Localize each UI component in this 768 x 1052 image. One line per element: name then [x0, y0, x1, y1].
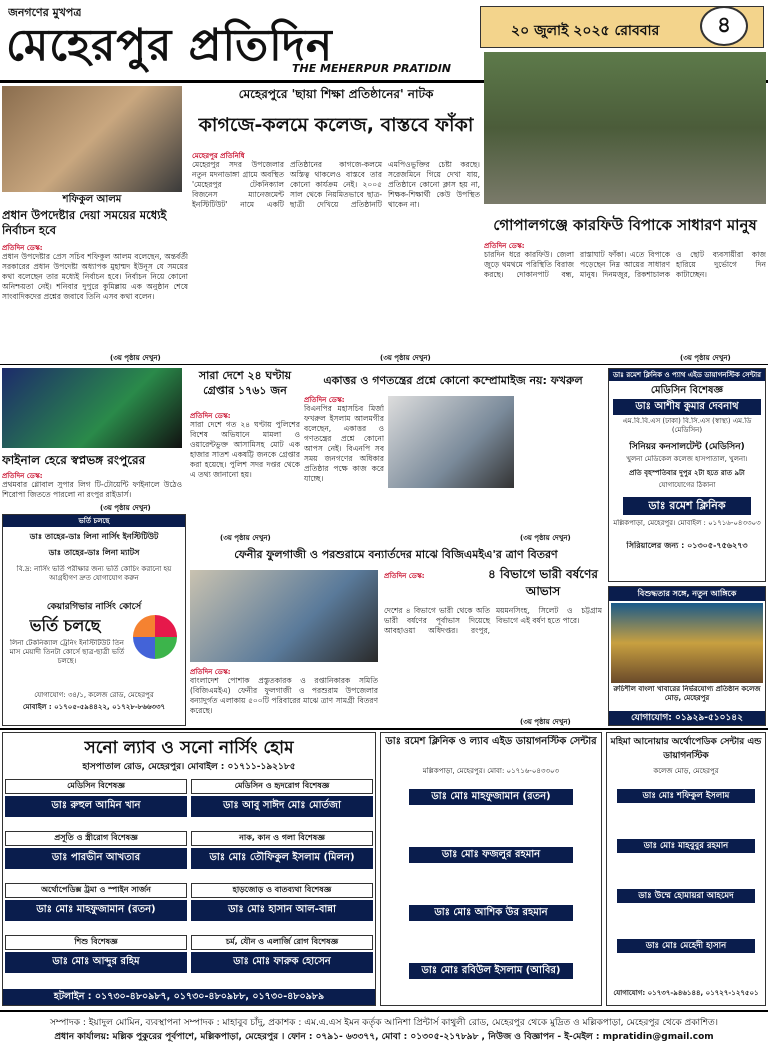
doctor-card	[191, 777, 373, 829]
ad-title: সনো ল্যাব ও সনো নার্সিং হোম	[84, 738, 294, 758]
ad-admission: ভর্তি চলছে	[29, 616, 101, 635]
ad-sweets	[608, 586, 766, 726]
ad-degree: এম.বি.বি.এস (ঢাকা) বি.সি.এস (স্বাস্থ্য) এম.ডি (মেডিসিন)	[622, 417, 752, 434]
doctor-name: ডাঃ রুহুল আমিন খান	[5, 796, 187, 817]
doctor-name: ডাঃ পারভীন আখতার	[5, 848, 187, 869]
ad-doctor-name: ডাঃ মোঃ রবিউল ইসলাম (আবির)	[409, 963, 573, 979]
story-headline: গোপালগঞ্জে কারফিউ বিপাকে সাধারণ মানুষ	[493, 216, 757, 234]
ad-doctor-name: ডাঃ মোঃ মাহবুবুর রহমান	[617, 839, 755, 853]
photo-fakhrul	[388, 396, 514, 488]
story-headline: ফাইনাল হেরে স্বপ্নভঙ্গ রংপুরের	[2, 453, 146, 467]
imprint-line2: প্রধান কার্যালয়: মল্লিক পুকুরের পূর্বপাশে, মল্লিকপাড়া, মেহেরপুর । ফোন : ০৭৯১- ৬৩৩৭৭, মোবা : ০১৩০৫-২১৭৮৯৮ , নিউজ ও বিজ্ঞাপন - ই-মেইল : mpratidin@gmail.com	[54, 1032, 714, 1042]
story-headline: ফেনীর ফুলগাজী ও পরশুরামে বন্যার্তদের মাঝে বিজিএমইএ'র ত্রাণ বিতরণ	[234, 548, 558, 561]
doctor-name: ডাঃ মোঃ হাসান আল-বান্না	[191, 900, 373, 921]
doctor-specialty: নাক, কান ও গলা বিশেষজ্ঞ	[191, 831, 373, 846]
masthead-tagline: জনগণের মুখপত্র	[8, 6, 82, 19]
ad-doctor-name: ডাঃ মোঃ মাহফুজামান (রতন)	[409, 789, 573, 805]
doctor-name: ডাঃ মোঃ আব্দুর রহিম	[5, 952, 187, 973]
doctor-specialty: প্রসূতি ও স্ত্রীরোগ বিশেষজ্ঞ	[5, 831, 187, 846]
byline: প্রতিদিন ডেস্ক:	[384, 572, 425, 580]
ad-doctor-name: ডাঃ মোঃ শফিকুল ইসলাম	[617, 789, 755, 803]
section-rule	[0, 728, 768, 730]
lead-text: মেহেরপুর সদর উপজেলার নতুন মদনাডাঙ্গা গ্রামে অবস্থিত 'মেহেরপুর টেকনিক্যাল বিজনেস ম্যানেজমেন্ট ইনস্টিটিউট' নামে একটি প্রতিষ্ঠানের কাগজে-কলমে অস্তিত্ব থাকলেও বাস্তবে তার কোনো কার্যক্রম নেই। ২০০৫ সাল থেকে নিয়মিতভাবে ছাত্র-ছাত্রী দেখিয়ে প্রতিষ্ঠানটি এমপিওভুক্তির চেষ্টা করছে। সরেজমিনে গিয়ে দেখা যায়, প্রতিষ্ঠানে কোনো ক্লাস হয় না, শিক্ষক-শিক্ষার্থী কেউ উপস্থিত থাকেন না।	[192, 160, 480, 209]
ad-role: সিনিয়র কনসালটেন্ট (মেডিসিন)	[629, 442, 745, 452]
ad-doctor-name: ডাঃ উম্মে হোমায়রা আহমেদ	[617, 889, 755, 903]
ad-top: ভর্তি চলছে	[3, 515, 185, 527]
doctor-name: ডাঃ মোঃ তৌফিকুল ইসলাম (মিলন)	[191, 848, 373, 869]
lead-headline: কাগজে-কলমে কলেজ, বাস্তবে ফাঁকা	[198, 114, 474, 136]
ad-course: কেয়ারগিভার নার্সিং কোর্সে	[46, 602, 142, 612]
doctor-card	[191, 881, 373, 933]
doctor-specialty: মেডিসিন বিশেষজ্ঞ	[5, 779, 187, 794]
ad-sub: হাসপাতাল রোড, মেহেরপুর। মোবাইল : ০১৭১১-১৯২১৮৫	[82, 762, 296, 772]
continued-note: (৩য় পৃষ্ঠায় দেখুন)	[100, 504, 151, 512]
story-headline: ৪ বিভাগে ভারী বর্ষণের আভাস	[488, 567, 598, 598]
ad-top: ডাঃ রমেশ ক্লিনিক ও প্যাথ এইড ডায়াগনস্টিক সেন্টার	[609, 369, 765, 381]
ad-doctor-name: ডাঃ মোঃ ফজলুর রহমান	[409, 847, 573, 863]
ad-mohima	[606, 732, 766, 1006]
byline: প্রতিদিন ডেস্ক:	[190, 412, 231, 420]
section-rule	[0, 364, 768, 365]
masthead-title-en: THE MEHERPUR PRATIDIN	[292, 62, 452, 75]
photo-relief	[190, 570, 378, 662]
doctor-name: ডাঃ মোঃ ফারুক হোসেন	[191, 952, 373, 973]
byline: প্রতিদিন ডেস্ক:	[484, 242, 525, 250]
photo-shafiqul-alam	[2, 86, 182, 192]
byline: প্রতিদিন ডেস্ক:	[2, 472, 43, 480]
ad-hospital: খুলনা মেডিকেল কলেজ হাসপাতাল, খুলনা।	[626, 455, 748, 463]
ad-title: মহিমা আনোয়ার অর্থোপেডিক সেন্টার এন্ড ডায়াগনস্টিক	[610, 737, 762, 761]
story-text: বাংলাদেশ পোশাক প্রস্তুতকারক ও রপ্তানিকারক সমিতি (বিজিএমইএ) ফেনীর ফুলগাজী ও পরশুরাম উপজেলার বন্যাদুর্গত এলাকায় ৫০০টি পরিবারের মাঝে ত্রাণ সামগ্রী বিতরণ করেছে।	[190, 676, 378, 715]
imprint-footer	[0, 1010, 768, 1052]
doctor-specialty: মেডিসিন ও হৃদরোগ বিশেষজ্ঞ	[191, 779, 373, 794]
ad-contact: যোগাযোগ: ০১৭৩৭-৯৪৬১৪৪, ০১৭২৭-১২৭৫০১	[613, 989, 759, 997]
ad-hotline: হটলাইন : ০১৭৩০-৪৮০৯৮৭, ০১৭৩০-৪৮০৯৮৮, ০১৭৩০-৪৮০৯৮৯	[3, 989, 375, 1005]
ad-mobile: মোবাইল : ০১৭০৫-৫৯৪৪২২, ০১৭২৮-৮৬৬৩৩৭	[22, 703, 166, 711]
photo-army-curfew	[484, 52, 766, 204]
doctor-specialty: অর্থোপেডিক্স ট্রমা ও স্পাইন সার্জন	[5, 883, 187, 898]
doctor-card	[5, 881, 187, 933]
doctor-card	[5, 933, 187, 985]
ad-title: ডাঃ রমেশ ক্লিনিক ও ল্যাব এইড ডায়াগনস্টিক সেন্টার	[385, 736, 597, 747]
byline: প্রতিদিন ডেস্ক:	[2, 244, 43, 252]
story-headline: প্রধান উপদেষ্টার দেয়া সময়ের মধ্যেই নির্বাচন হবে	[2, 208, 167, 237]
ad-address: মল্লিকপাড়া, মেহেরপুর। মোবাইল : ০১৭১৬-০৪৩৩০৩	[613, 519, 761, 527]
ad-specialty: মেডিসিন বিশেষজ্ঞ	[650, 385, 724, 396]
continued-note: (৩য় পৃষ্ঠায় দেখুন)	[220, 534, 271, 542]
continued-note: (৩য় পৃষ্ঠায় দেখুন)	[110, 354, 161, 362]
ad-name1: ডাঃ তাহের-ডাঃ লিনা নার্সিং ইনস্টিটিউট	[29, 532, 159, 541]
lead-byline: মেহেরপুর প্রতিনিধি	[192, 152, 245, 160]
ad-note: বি.দ্র: নার্সিং ভর্তি পরীক্ষার জন্য ভর্তি কোচিং করানো হয় আগ্রহীগণ দ্রুত যোগাযোগ করুন	[16, 565, 172, 582]
ad-doctor-name: ডাঃ মোঃ মেহেদী হাসান	[617, 939, 755, 953]
photo-shop	[611, 603, 763, 683]
ad-ramesh-clinic	[608, 368, 766, 582]
ad-path	[380, 732, 602, 1006]
doctor-card	[5, 777, 187, 829]
doctor-specialty: হাড়জোড় ও বাতব্যথা বিশেষজ্ঞ	[191, 883, 373, 898]
doctor-name: ডাঃ মোঃ মাহফুজামান (রতন)	[5, 900, 187, 921]
story-text: চারদিন ধরে কারফিউ। জেলা জুড়ে থমথমে পরিস্থিতি বিরাজ করছে। দোকানপাট বন্ধ, রাস্তাঘাট ফাঁকা। এতে বিপাকে পড়েছেন নিম্ন আয়ের সাধারণ মানুষ। দিনমজুর, রিকশাচালক ও ছোট ব্যবসায়ীরা কাজ হারিয়ে দুর্ভোগে দিন কাটাচ্ছেন।	[484, 250, 766, 279]
ad-contact: যোগাযোগ: ০১৯২৯-৫১০১৪২	[609, 711, 765, 725]
ad-sub: মল্লিকপাড়া, মেহেরপুর। মোবা: ০১৭১৬-০৪৩৩০৩	[422, 767, 560, 775]
ad-name2: ডাঃ তাহের-ডাঃ লিনা ম্যাটস	[48, 548, 140, 557]
ad-nursing	[2, 514, 186, 726]
ad-desc: রুচিশীল বাংলা খাবারের নির্ভরযোগ্য প্রতিষ্ঠান কলেজ মোড়, মেহেরপুর	[613, 685, 761, 702]
photo-cricket	[2, 368, 182, 448]
doctor-specialty: চর্ম, যৌন ও এলার্জি রোগ বিশেষজ্ঞ	[191, 935, 373, 950]
ad-sub: কলেজ মোড়, মেহেরপুর	[653, 767, 719, 775]
doctor-card	[191, 829, 373, 881]
ad-contact: যোগাযোগ: ৩৪/১, কলেজ রোড, মেহেরপুর	[34, 691, 154, 699]
byline: প্রতিদিন ডেস্ক:	[304, 396, 345, 404]
ad-desc: লিনা টেকনিক্যাল ট্রেনিং ইনস্টিটিউট তিন মাস মেয়াদী তিনটা কোর্সে ছাত্র-ছাত্রী ভর্তি চলছে।	[9, 639, 125, 665]
story-text: প্রধান উপদেষ্টার প্রেস সচিব শফিকুল আলম বলেছেন, অন্তর্বর্তী সরকারের প্রধান উপদেষ্টা অধ্যাপক মুহাম্মদ ইউনূস যে সময়ের কথা বলেছেন তার মধ্যেই নির্বাচন হবে। নির্বাচন নিয়ে কোনো অনিশ্চয়তা নেই। শনিবার দুপুরে কুমিল্লায় এক অনুষ্ঠান শেষে সাংবাদিকদের প্রশ্নের জবাবে তিনি এসব কথা বলেন।	[2, 252, 188, 301]
ad-doctor-name: ডাঃ আশীষ কুমার দেবনাথ	[613, 399, 761, 415]
issue-date: ২০ জুলাই ২০২৫ রোববার	[511, 23, 660, 39]
ad-time: প্রতি বৃহস্পতিবার দুপুর ২টা হতে রাত ৯টা	[629, 469, 745, 477]
ad-place-label: যোগাযোগের ঠিকানা	[658, 481, 716, 489]
story-text: বিএনপির মহাসচিব মির্জা ফখরুল ইসলাম আলমগীর বলেছেন, একাত্তর ও গণতন্ত্রের প্রশ্নে কোনো আপস নেই। বিএনপি সব সময় জনগণের অধিকার প্রতিষ্ঠার পক্ষে কাজ করে যাচ্ছে।	[304, 404, 384, 483]
continued-note: (৩য় পৃষ্ঠায় দেখুন)	[520, 718, 571, 726]
continued-note: (৩য় পৃষ্ঠায় দেখুন)	[520, 534, 571, 542]
story-headline: একাত্তর ও গণতন্ত্রের প্রশ্নে কোনো কম্প্রোমাইজ নয়: ফখরুল	[323, 374, 583, 387]
ad-doctor-name: ডাঃ মোঃ আশিক উর রহমান	[409, 905, 573, 921]
story-text: সারা দেশে গত ২৪ ঘণ্টায় পুলিশের বিশেষ অভিযানে মামলা ও ওয়ারেন্টভুক্ত আসামিসহ মোট এক হাজার সাতশ একষট্টি জনকে গ্রেপ্তার করা হয়েছে। পুলিশ সদর দপ্তর থেকে এ তথ্য জানানো হয়।	[190, 420, 300, 479]
continued-note: (৩য় পৃষ্ঠায় দেখুন)	[380, 354, 431, 362]
story-text: প্রথমবার গ্লোবাল সুপার লিগ টি-টোয়েন্টি ফাইনালে উঠেও শিরোপা জিততে পারলো না রংপুর রাইডার্স।	[2, 480, 182, 499]
doctor-specialty: শিশু বিশেষজ্ঞ	[5, 935, 187, 950]
ad-sono	[2, 732, 376, 1006]
story-headline: সারা দেশে ২৪ ঘণ্টায় গ্রেপ্তার ১৭৬১ জন	[198, 369, 292, 397]
masthead-title: মেহেরপুর প্রতিদিন	[6, 20, 334, 71]
page-number: ৪	[700, 6, 748, 46]
doctor-name: ডাঃ আবু সাঈদ মোঃ মোর্তজা	[191, 796, 373, 817]
doctor-grid	[5, 777, 373, 985]
story-text: দেশের ৪ বিভাগে ভারী থেকে অতি ভারী বর্ষণের পূর্বাভাস দিয়েছে আবহাওয়া অধিদপ্তর। রংপুর, ময়মনসিংহ, সিলেট ও চট্টগ্রাম বিভাগে এই বর্ষণ হতে পারে।	[384, 606, 602, 635]
ad-clinic-name: ডাঃ রমেশ ক্লিনিক	[623, 497, 751, 515]
doctor-card	[5, 829, 187, 881]
lead-kicker: মেহেরপুরে 'ছায়া শিক্ষা প্রতিষ্ঠানের' নাটক	[238, 87, 434, 101]
ad-top: বিশুদ্ধতার সঙ্গে, নতুন আঙ্গিকে	[609, 587, 765, 601]
imprint-line1: সম্পাদক : ইয়াদুল মোমিন, ব্যবস্থাপনা সম্পাদক : মাহাবুব চাঁদু, প্রকাশক : এম.এ.এস ইমন কর্তৃক আনিশা প্রিন্টার্স কাথুলী রোড, মেহেরপুর থেকে মুদ্রিত ও মল্লিকপাড়া, মেহেরপুর থেকে প্রকাশিত।	[49, 1018, 718, 1028]
byline: প্রতিদিন ডেস্ক:	[190, 668, 231, 676]
ad-logo	[133, 615, 177, 659]
continued-note: (৩য় পৃষ্ঠায় দেখুন)	[680, 354, 731, 362]
ad-serial: সিরিয়ালের জন্য : ০১৩০৫-৭৫৬২৭৩	[626, 541, 748, 550]
doctor-card	[191, 933, 373, 985]
photo-caption: শফিকুল আলম	[62, 194, 122, 205]
